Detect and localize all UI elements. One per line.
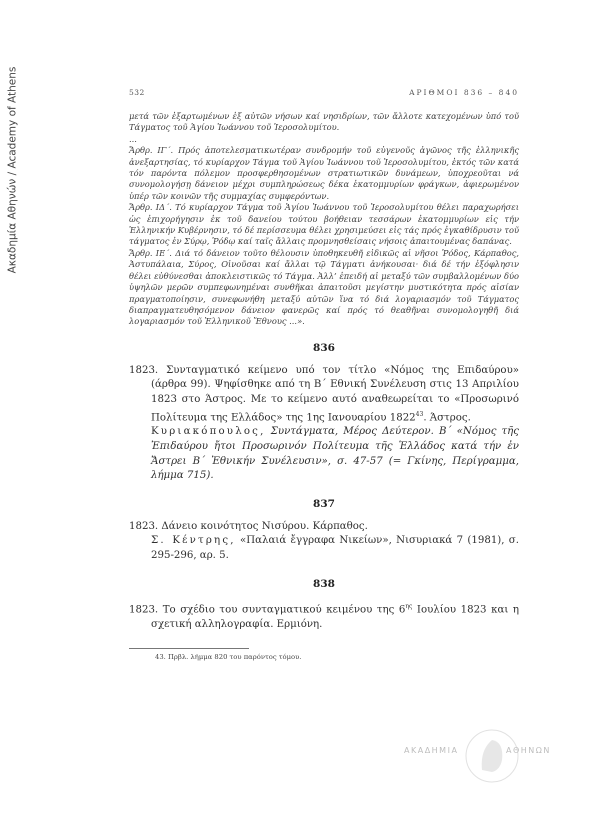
entry-number: 838	[313, 577, 335, 590]
entry-836	[129, 364, 519, 484]
entry-text: 1823. Δάνειο κοινότητος Νισύρου. Κάρπαθος.	[129, 520, 368, 532]
quote-paragraph: μετά τῶν ἐξαρτωμένων ἐξ αὐτῶν νήσων καί νησιδρίων, τῶν ἄλλοτε κατεχομένων ὑπό τοῦ Τάγματος τοῦ Ἁγίου Ἰωάννου τοῦ Ἱεροσολυμίτου.	[129, 111, 519, 133]
watermark-left: ΑΚΑΔΗΜΙΑ	[404, 746, 459, 755]
quote-ellipsis: ...	[129, 133, 137, 144]
ordinal-suffix: ης	[405, 602, 413, 610]
quote-paragraph: Ἄρθρ. ΙΔ΄. Τό κυρίαρχον Τάγμα τοῦ Ἁγίου Ἰωάννου τοῦ Ἱεροσολυμίτου θέλει παραχωρήσει ὡς ἐπιχορήγησιν ἐκ τοῦ δανείου τούτου βοήθειαν τεσσάρων ἑκατομμυρίων εἰς τήν Ἑλληνικήν Κυβέρνησιν, τό δέ περίσσευμα θέλει χρησιμεύσει εἰς τάς πρός ἐγκαθίδρυσιν τοῦ τάγματος ἐν Σύρῳ, Ῥόδῳ καί ταῖς ἄλλαις προμνησθείσαις νήσοις ἀπαιτουμένας δαπάνας.	[129, 202, 519, 247]
archive-stamp-text: Ακαδημία Αθηνών / Academy of Athens	[6, 66, 19, 274]
watermark-right: ΑΘΗΝΩΝ	[506, 746, 551, 755]
footnote-ref[interactable]: 43	[415, 410, 424, 418]
entry-reference	[129, 534, 519, 563]
page-number: 532	[129, 88, 145, 97]
quoted-document	[129, 111, 519, 328]
entry-number: 837	[313, 497, 335, 510]
entry-reference	[129, 425, 519, 483]
entry-text: 1823. Συνταγματικό κείμενο υπό τον τίτλο «Νόμος της Επιδαύρου» (άρθρα 99). Ψηφίσθηκε από τη Β΄ Εθνική Συνέλευση στις 13 Απριλίου 1823 στο Άστρος. Με το κείμενο αυτό αναθεωρείται το «Προσωρινό Πολίτευμα της Ελλάδος» της 1ης Ιανουαρίου 1822$^{43}$. Άστρος.	[129, 364, 519, 423]
ref-author: Σ. Κέντρης,	[151, 535, 236, 547]
document-page	[129, 88, 519, 661]
running-head	[129, 88, 519, 97]
entry-838	[129, 600, 519, 633]
running-title: ΑΡΙΘΜΟΙ 836 – 840	[409, 88, 519, 97]
quote-paragraph: Ἄρθρ. ΙΓ΄. Πρός ἀποτελεσματικωτέραν συνδρομήν τοῦ εὐγενοῦς ἀγῶνος τῆς ἑλληνικῆς ἀνεξαρτησίας, τό κυρίαρχον Τάγμα τοῦ Ἁγίου Ἰωάννου τοῦ Ἱεροσολυμίτου, ἐκτός τῶν κατά τόν παρόντα πόλεμον προσφερθησομένων στρατιωτικῶν δυνάμεων, ὑποχρεοῦται νά συνομολογήσῃ δάνειον μέχρι συμπληρώσεως δέκα ἑκατομμυρίων φράγκων, ἀφιερωμένον ὑπέρ τῶν κοινῶν τῆς συμμαχίας συμφερόντων.	[129, 145, 519, 201]
ref-details: «Παλαιά ἔγγραφα Νικείων», Νισυριακά 7 (1981), σ. 295-296, αρ. 5.	[151, 535, 520, 562]
academy-seal-icon	[452, 726, 532, 786]
entry-837	[129, 520, 519, 564]
archive-stamp	[2, 40, 22, 300]
ref-details: Συντάγματα, Μέρος Δεύτερον. Β΄ «Νόμος τῆς Ἐπιδαύρου ἤτοι Προσωρινόν Πολίτευμα τῆς Ἑλλάδος κατά τήν ἐν Ἄστρει Β΄ Ἐθνικήν Συνέλευσιν», σ. 47-57 (= Γκίνης, Περίγραμμα, λήμμα 715).	[151, 426, 519, 482]
footnote: 43. Πρβλ. λήμμα 820 του παρόντος τόμου.	[155, 653, 302, 662]
footnote-divider	[129, 648, 249, 649]
entry-text: 1823. Το σχέδιο του συνταγματικού κειμένου της $6^{\eta\varsigma}$ Ιουλίου 1823 και η σχετική αλληλογραφία. Ερμιόνη.	[129, 602, 519, 630]
ref-author: Κυριακόπουλος,	[151, 426, 266, 438]
entry-number: 836	[313, 341, 335, 354]
quote-paragraph: Ἄρθρ. ΙΕ΄. Διά τό δάνειον τοῦτο θέλουσιν ὑποθηκευθῆ εἰδικῶς αἱ νῆσοι Ῥόδος, Κάρπαθος, Ἀστυπάλαια, Σύρος, Οἰνοῦσαι καί ἄλλαι τῷ Τάγματι ἀνήκουσαι· διά δέ τήν ἐξόφλησιν θέλει εὐθύνεσθαι ἀποκλειστικῶς τό Τάγμα. Ἀλλ’ ἐπειδή αἱ μεταξύ τῶν συμβαλλομένων δύο ὑψηλῶν μερῶν συμπεφωνημέναι συνθῆκαι ἀπαιτοῦσι μεγίστην μυστικότητα πρός αἰσίαν πραγματοποίησιν, συνεφωνήθη μεταξύ αὐτῶν ἵνα τό διά λογαριασμόν τοῦ Τάγματος διαπραγματευθησόμενον δάνειον φανερῶς καί πρός τό θεαθῆναι συνομολογηθῆ διά λογαριασμόν τοῦ Ἑλληνικοῦ Ἔθνους ...».	[129, 247, 519, 327]
